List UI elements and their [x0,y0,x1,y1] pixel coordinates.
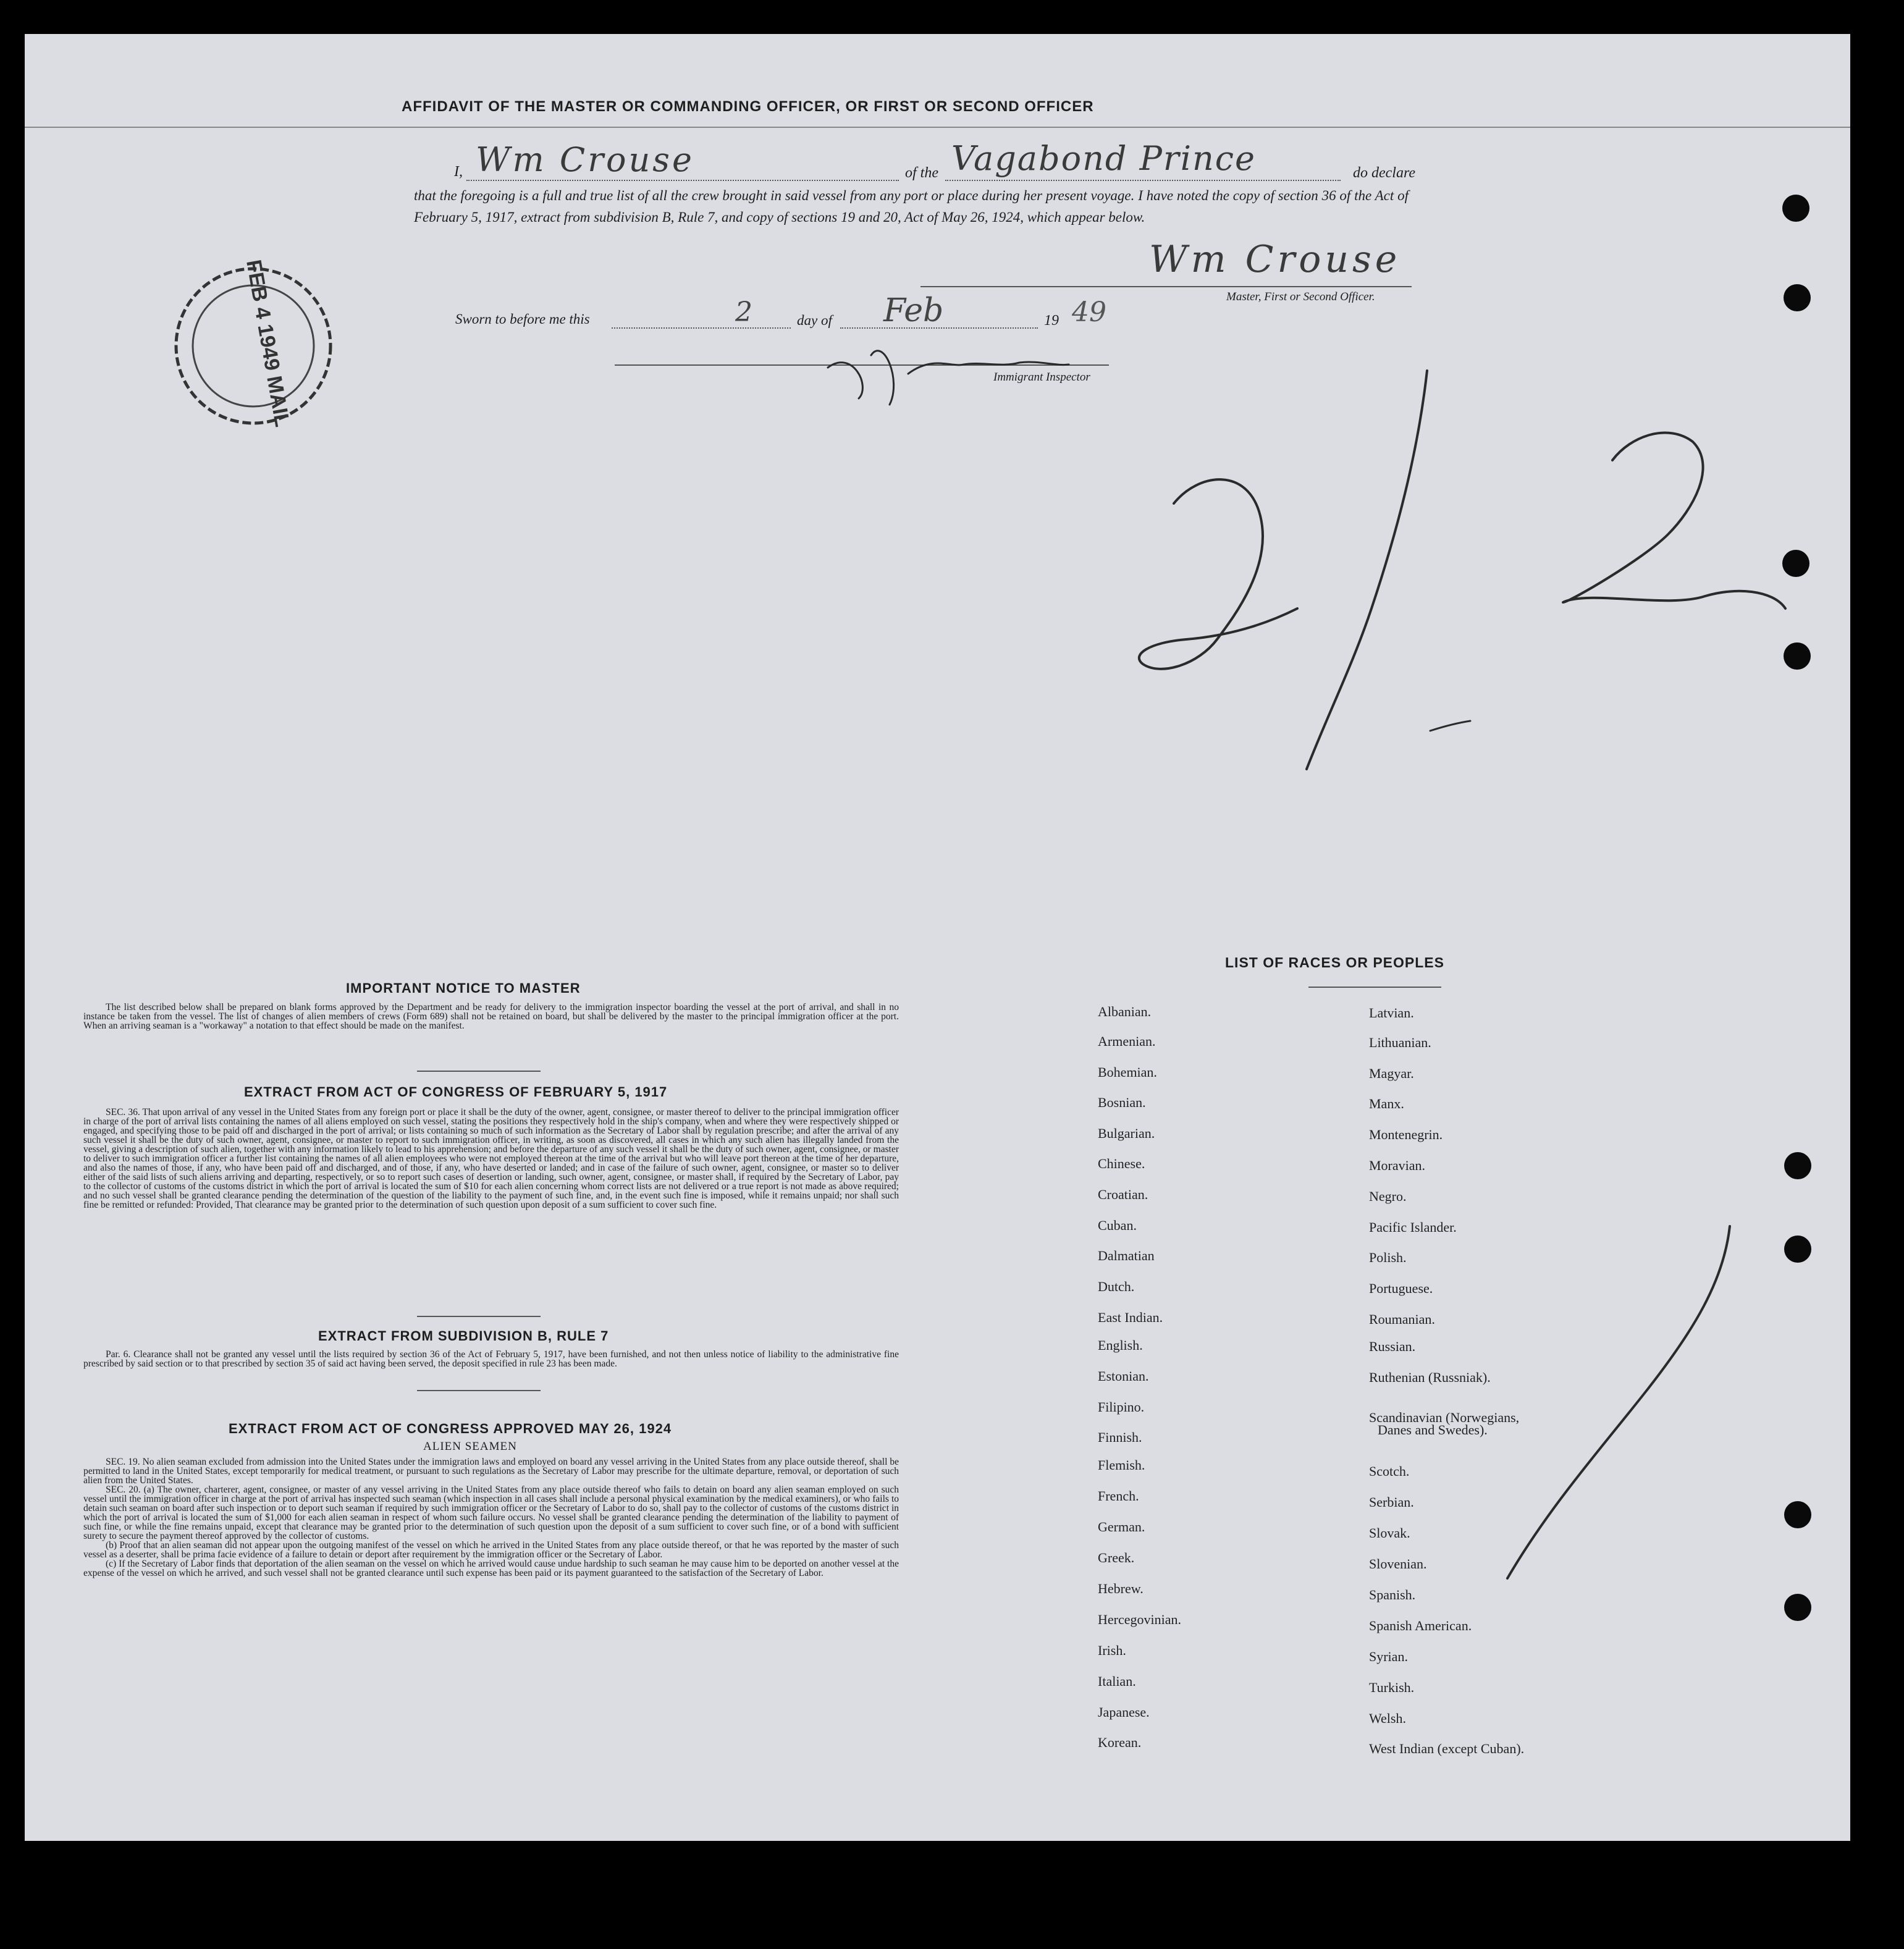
race-item: Flemish. [1098,1457,1145,1473]
race-item: Finnish. [1098,1429,1142,1445]
master-signature: Wm Crouse [1149,238,1401,281]
race-item: Scotch. [1369,1463,1410,1479]
race-item: Spanish American. [1369,1618,1472,1633]
inspector-signature [815,330,1075,417]
race-item: English. [1098,1337,1143,1353]
punch-hole [1784,1235,1811,1263]
race-item: Estonian. [1098,1368,1149,1384]
document-page [25,34,1850,1841]
race-item: Hebrew. [1098,1581,1144,1596]
divider [417,1390,541,1391]
sworn-label: Sworn to before me this [455,311,590,327]
race-item: French. [1098,1488,1139,1504]
race-item: Lithuanian. [1369,1035,1431,1050]
race-item: Polish. [1369,1250,1407,1265]
officer-name: Wm Crouse [476,140,694,179]
divider [417,1316,541,1317]
race-item: Magyar. [1369,1066,1414,1081]
vessel-name: Vagabond Prince [951,139,1256,178]
affidavit-body: that the foregoing is a full and true list of all the crew brought in said vessel from any port or place during her present voyage. I have noted the copy of section 36 of the Act of February 5, 1917, extract from subdivision B, Rule 7, and copy of sections 19 and 20, Act of May 26, 1924, which appear below. [414,188,1409,225]
stamp-text: FEB 4 1949 MAIL [242,258,295,429]
fraction-text: 2/2 [1075,330,1076,331]
race-item: Slovenian. [1369,1556,1427,1572]
race-item: Ruthenian (Russniak). [1369,1370,1491,1385]
notice-text [83,1003,899,1030]
race-item: Russian. [1369,1339,1416,1354]
race-item: Turkish. [1369,1680,1415,1695]
section-20-b: (b) Proof that an alien seaman did not appear upon the outgoing manifest of the vessel on which he arrived in the United States from any place outside thereof, or that he was reported by the master of such vessel as a deserter, shall be prima facie evidence of a failure to detain or deport after requirement by the immigration officer or the Secretary of Labor. [83,1540,899,1560]
notice-paragraph: The list described below shall be prepared on blank forms approved by the Department and be ready for delivery to the immigration inspector boarding the vessel at the port of arrival, and shall in no instance be taken from the vessel. The list of changes of alien members of crews (Form 689) shall not be retained on board, but shall be delivered by the master to the principal immigration officer at the port. When an arriving seaman is a "workaway" a notation to that effect should be made on the manifest. [83,1002,899,1031]
vessel-line [945,180,1341,181]
mail-stamp [164,256,343,436]
race-item: Korean. [1098,1735,1142,1750]
race-item: Bosnian. [1098,1095,1146,1110]
race-item: Syrian. [1369,1649,1408,1664]
section-20-a: SEC. 20. (a) The owner, charterer, agent, consignee, or master of any vessel arriving in the United States from any place outside thereof who fails to detain on board any alien seaman employed on such vessel until the immigration officer in charge at the port of arrival has inspected such seaman (which inspection in all cases shall include a personal physical examination by the medical examiners), or who fails to detain such seaman on board after such inspection or to deport such seaman if required by such immigration officer or the Secretary of Labor to do so, shall pay to the collector of customs of the customs district in which the port of arrival is located the sum of $1,000 for each alien seaman in respect of whom such failure occurs. No vessel shall be granted clearance pending the determination of the liability to payment of such fine, or while the fine remains unpaid, except that clearance may be granted prior to the determination of such question upon the deposit of a sum sufficient to cover such fine, or of a bond with sufficient surety to secure the payment thereof approved by the collector of customs. [83,1484,899,1541]
name-line [466,180,899,181]
extract-1917-text [83,1108,899,1210]
divider [1308,987,1441,988]
day-of-label: day of [797,313,832,328]
race-item: Croatian. [1098,1187,1148,1202]
punch-hole [1784,1594,1811,1621]
race-item: Spanish. [1369,1587,1416,1602]
year-prefix: 19 [1044,313,1059,329]
race-continuation: Danes and Swedes). [1378,1422,1488,1438]
races-title: LIST OF RACES OR PEOPLES [1225,954,1444,970]
race-item: Serbian. [1369,1494,1414,1510]
year-suffix: 49 [1072,297,1106,328]
fold-line [25,127,1850,128]
punch-hole [1784,1501,1811,1528]
extract-1917-title: EXTRACT FROM ACT OF CONGRESS OF FEBRUARY 5, 1917 [244,1084,668,1100]
affidavit-prefix: I, [454,164,463,180]
extract-1924-title: EXTRACT FROM ACT OF CONGRESS APPROVED MAY 26, 1924 [229,1421,672,1436]
race-item: Moravian. [1369,1158,1426,1173]
race-item: Dutch. [1098,1279,1135,1294]
race-item: Italian. [1098,1673,1136,1689]
race-item: Filipino. [1098,1399,1145,1415]
race-item: Welsh. [1369,1711,1406,1726]
race-item: Japanese. [1098,1704,1150,1720]
divider [417,1071,541,1072]
race-item: Montenegrin. [1369,1127,1443,1142]
signature-line [920,286,1412,287]
extract-1924-text [83,1457,899,1578]
race-item: Slovak. [1369,1525,1410,1541]
par-6: Par. 6. Clearance shall not be granted any vessel until the lists required by section 36 of the Act of February 5, 1917, have been furnished, and not then unless notice of liability to the administrative fine prescribed by said section or to that prescribed by section 35 of said act having been served, the deposit specified in rule 23 has been made. [83,1349,899,1369]
inspector-caption: Immigrant Inspector [993,371,1090,384]
notice-title: IMPORTANT NOTICE TO MASTER [346,980,581,996]
affidavit-title: AFFIDAVIT OF THE MASTER OR COMMANDING OFFICER, OR FIRST OR SECOND OFFICER [402,98,1094,115]
race-item: Bohemian. [1098,1064,1157,1080]
race-item: Negro. [1369,1189,1407,1204]
race-item: Scandinavian (Norwegians, [1369,1410,1520,1425]
race-item: Greek. [1098,1550,1135,1565]
day-line [612,327,791,329]
race-item: German. [1098,1519,1145,1534]
race-item: Pacific Islander. [1369,1219,1457,1235]
race-item: Albanian. [1098,1004,1152,1019]
race-item: East Indian. [1098,1310,1163,1325]
of-the-label: of the [905,165,938,181]
race-item: Roumanian. [1369,1311,1435,1327]
race-item: Hercegovinian. [1098,1612,1181,1627]
race-item: Chinese. [1098,1156,1145,1171]
signature-caption: Master, First or Second Officer. [1226,290,1375,303]
sworn-month: Feb [883,292,944,329]
rule-7-title: EXTRACT FROM SUBDIVISION B, RULE 7 [318,1328,609,1344]
rule-7-text [83,1350,899,1368]
race-item: Armenian. [1098,1033,1156,1049]
punch-hole [1784,1152,1811,1179]
race-item: Manx. [1369,1096,1404,1111]
section-19: SEC. 19. No alien seaman excluded from admission into the United States under the immigration laws and employed on board any vessel arriving in the United States from any place outside thereof, shall be permitted to land in the United States, except temporarily for medical treatment, or pursuant to such regulations as the Secretary of Labor may prescribe for the ultimate departure, removal, or deportation of such alien from the United States. [83,1457,899,1486]
punch-hole [1782,195,1809,222]
race-item: Irish. [1098,1643,1126,1658]
race-item: Latvian. [1369,1005,1414,1021]
race-item: West Indian (except Cuban). [1369,1741,1525,1756]
fraction-annotation [1075,330,1847,837]
punch-hole [1784,284,1811,311]
alien-seamen-subtitle: ALIEN SEAMEN [423,1440,517,1453]
sworn-day: 2 [735,297,752,328]
race-item: Portuguese. [1369,1281,1433,1296]
section-36: SEC. 36. That upon arrival of any vessel in the United States from any foreign port or place it shall be the duty of the owner, agent, consignee, or master thereof to deliver to the principal immigration officer in charge of the port of arrival lists containing the names of all aliens employed on such vessel, stating the positions they respectively hold in the ship's company, when and where they were respectively shipped or engaged, and specifying those to be paid off and discharged in the port of arrival; or lists containing so much of such information as the Secretary of Labor shall by regulation prescribe; and after the arrival of any such vessel it shall be the duty of such owner, agent, consignee, or master to report to such immigration officer, in writing, as soon as discovered, all cases in which any such alien has illegally landed from the vessel, giving a description of such alien, together with any information likely to lead to his apprehension; and before the departure of any such vessel it shall be the duty of such owner, agent, consignee, or master to deliver to such immigration officer a further list containing the names of all alien employees who were not employed thereon at the time of the arrival but who will leave port thereon at the time of her departure, and also the names of those, if any, who have been paid off and discharged, and of those, if any, who have deserted or landed; and in case of the failure of such owner, agent, consignee, or master so to deliver either of the said lists of such aliens arriving and departing, respectively, or so to report such cases of desertion or landing, such owner, agent, consignee, or master shall, if required by the Secretary of Labor, pay to the collector of customs of the customs district in which the port of arrival is located the sum of $10 for each alien concerning whom correct lists are not delivered or a true report is not made as above required; and no such vessel shall be granted clearance pending the determination of the question of the liability to the payment of such fine, and, in the event such fine is imposed, while it remains unpaid; nor shall such fine be remitted or refunded: Provided, That clearance may be granted prior to the determination of such question upon deposit of a sum sufficient to cover such fine. [83,1107,899,1210]
margin-number-annotation [1495,1208,1754,1603]
race-item: Dalmatian [1098,1248,1155,1263]
section-20-c: (c) If the Secretary of Labor finds that deportation of the alien seaman on the vessel on which he arrived would cause undue hardship to such seaman he may cause him to be deported on another vessel at the expense of the vessel on which he arrived, and such vessel shall not be granted clearance until such expense has been paid or its payment guaranteed to the satisfaction of the Secretary of Labor. [83,1559,899,1578]
race-item: Cuban. [1098,1218,1137,1233]
declare-label: do declare [1353,165,1416,181]
race-item: Bulgarian. [1098,1126,1155,1141]
